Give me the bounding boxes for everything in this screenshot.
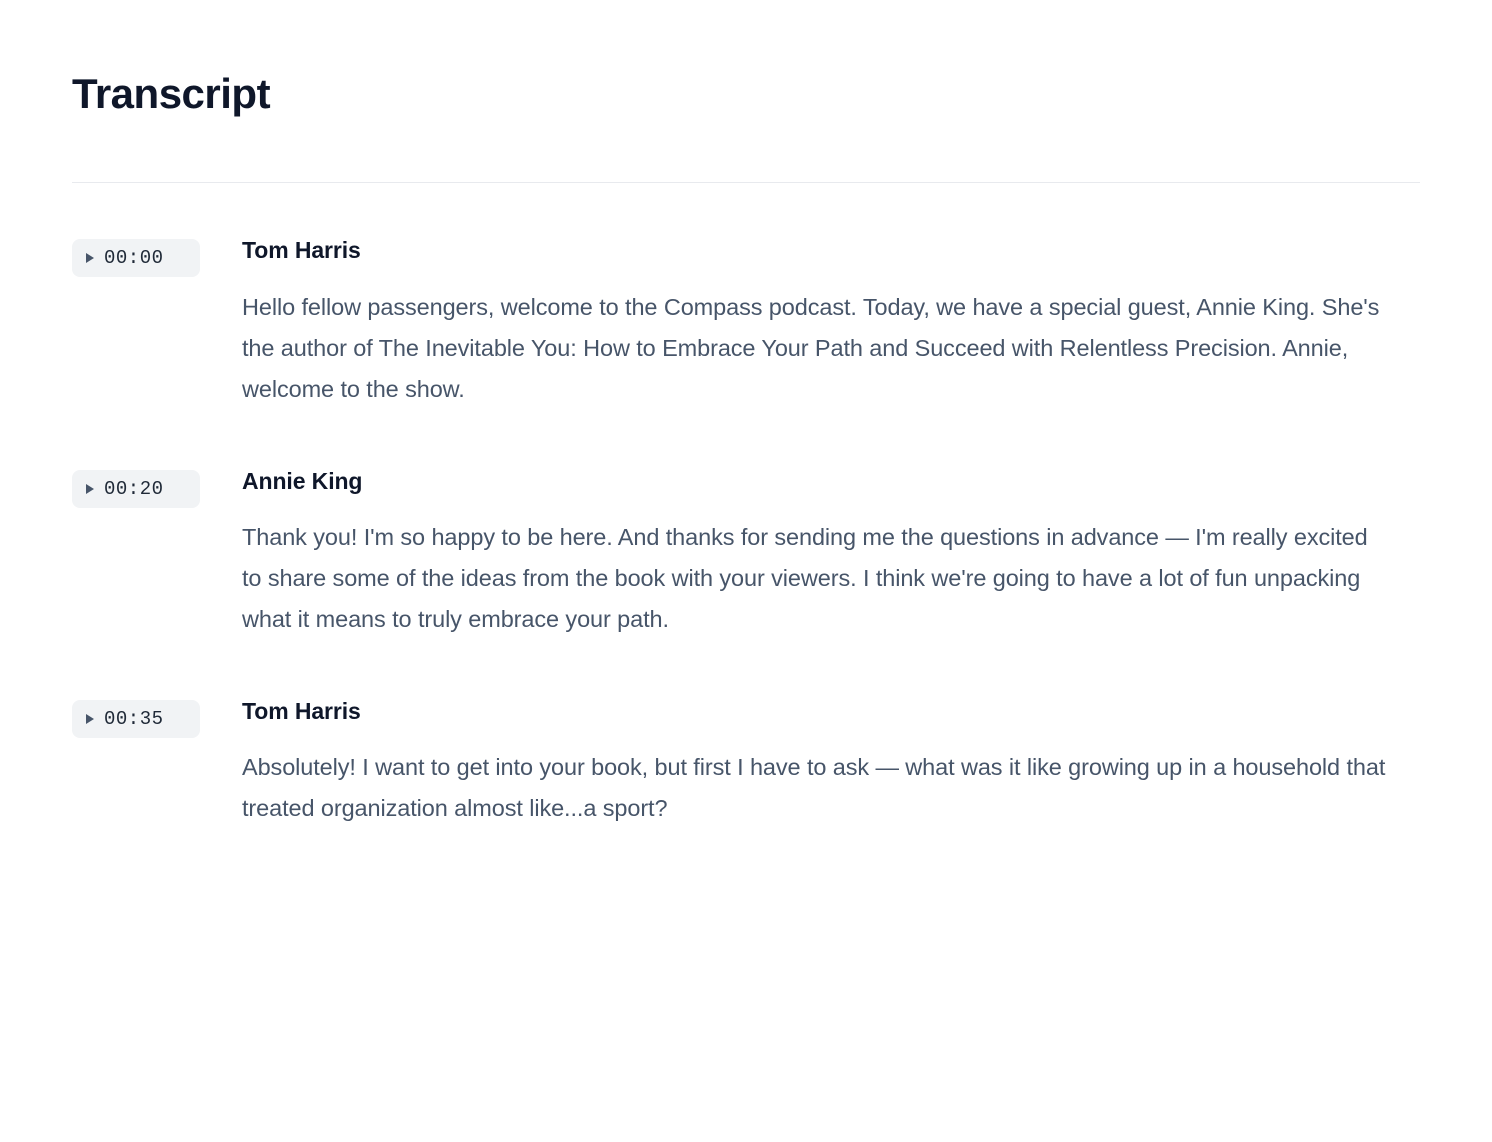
utterance-text: Hello fellow passengers, welcome to the Compass podcast. Today, we have a special guest, Annie King. She's the author of The Inevitable You: How to Embrace Your Path and Succeed with Relentless Precision. Annie, welcome to the show. bbox=[242, 293, 1380, 402]
utterance-text: Thank you! I'm so happy to be here. And thanks for sending me the questions in advance — I'm really excited to share some of the ideas from the book with your viewers. I think we're going to have a lot of fun unpacking what it means to truly embrace your path. bbox=[242, 524, 1368, 632]
page-title: Transcript bbox=[72, 70, 271, 117]
timestamp-label: 00:20 bbox=[104, 477, 164, 500]
speaker-name: Annie King bbox=[242, 467, 363, 494]
timestamp-label: 00:35 bbox=[104, 707, 164, 730]
transcript-entry bbox=[72, 468, 1420, 640]
transcript-entry-body bbox=[242, 237, 1392, 409]
timestamp-label: 00:00 bbox=[104, 247, 164, 270]
timestamp-play-button[interactable] bbox=[72, 239, 200, 277]
play-icon bbox=[86, 714, 94, 724]
timestamp-play-button[interactable] bbox=[72, 470, 200, 508]
speaker-name: Tom Harris bbox=[242, 237, 361, 264]
transcript-entry-body bbox=[242, 698, 1392, 829]
transcript-entry-body bbox=[242, 468, 1392, 640]
transcript-entry bbox=[72, 698, 1420, 829]
speaker-name: Tom Harris bbox=[242, 697, 361, 724]
timestamp-play-button[interactable] bbox=[72, 700, 200, 738]
title-divider bbox=[72, 182, 1420, 183]
play-icon bbox=[86, 253, 94, 263]
transcript-list bbox=[72, 237, 1420, 829]
play-icon bbox=[86, 484, 94, 494]
utterance-text: Absolutely! I want to get into your book, but first I have to ask — what was it like growing up in a household that treated organization almost like...a sport? bbox=[242, 754, 1386, 822]
transcript-entry bbox=[72, 237, 1420, 409]
